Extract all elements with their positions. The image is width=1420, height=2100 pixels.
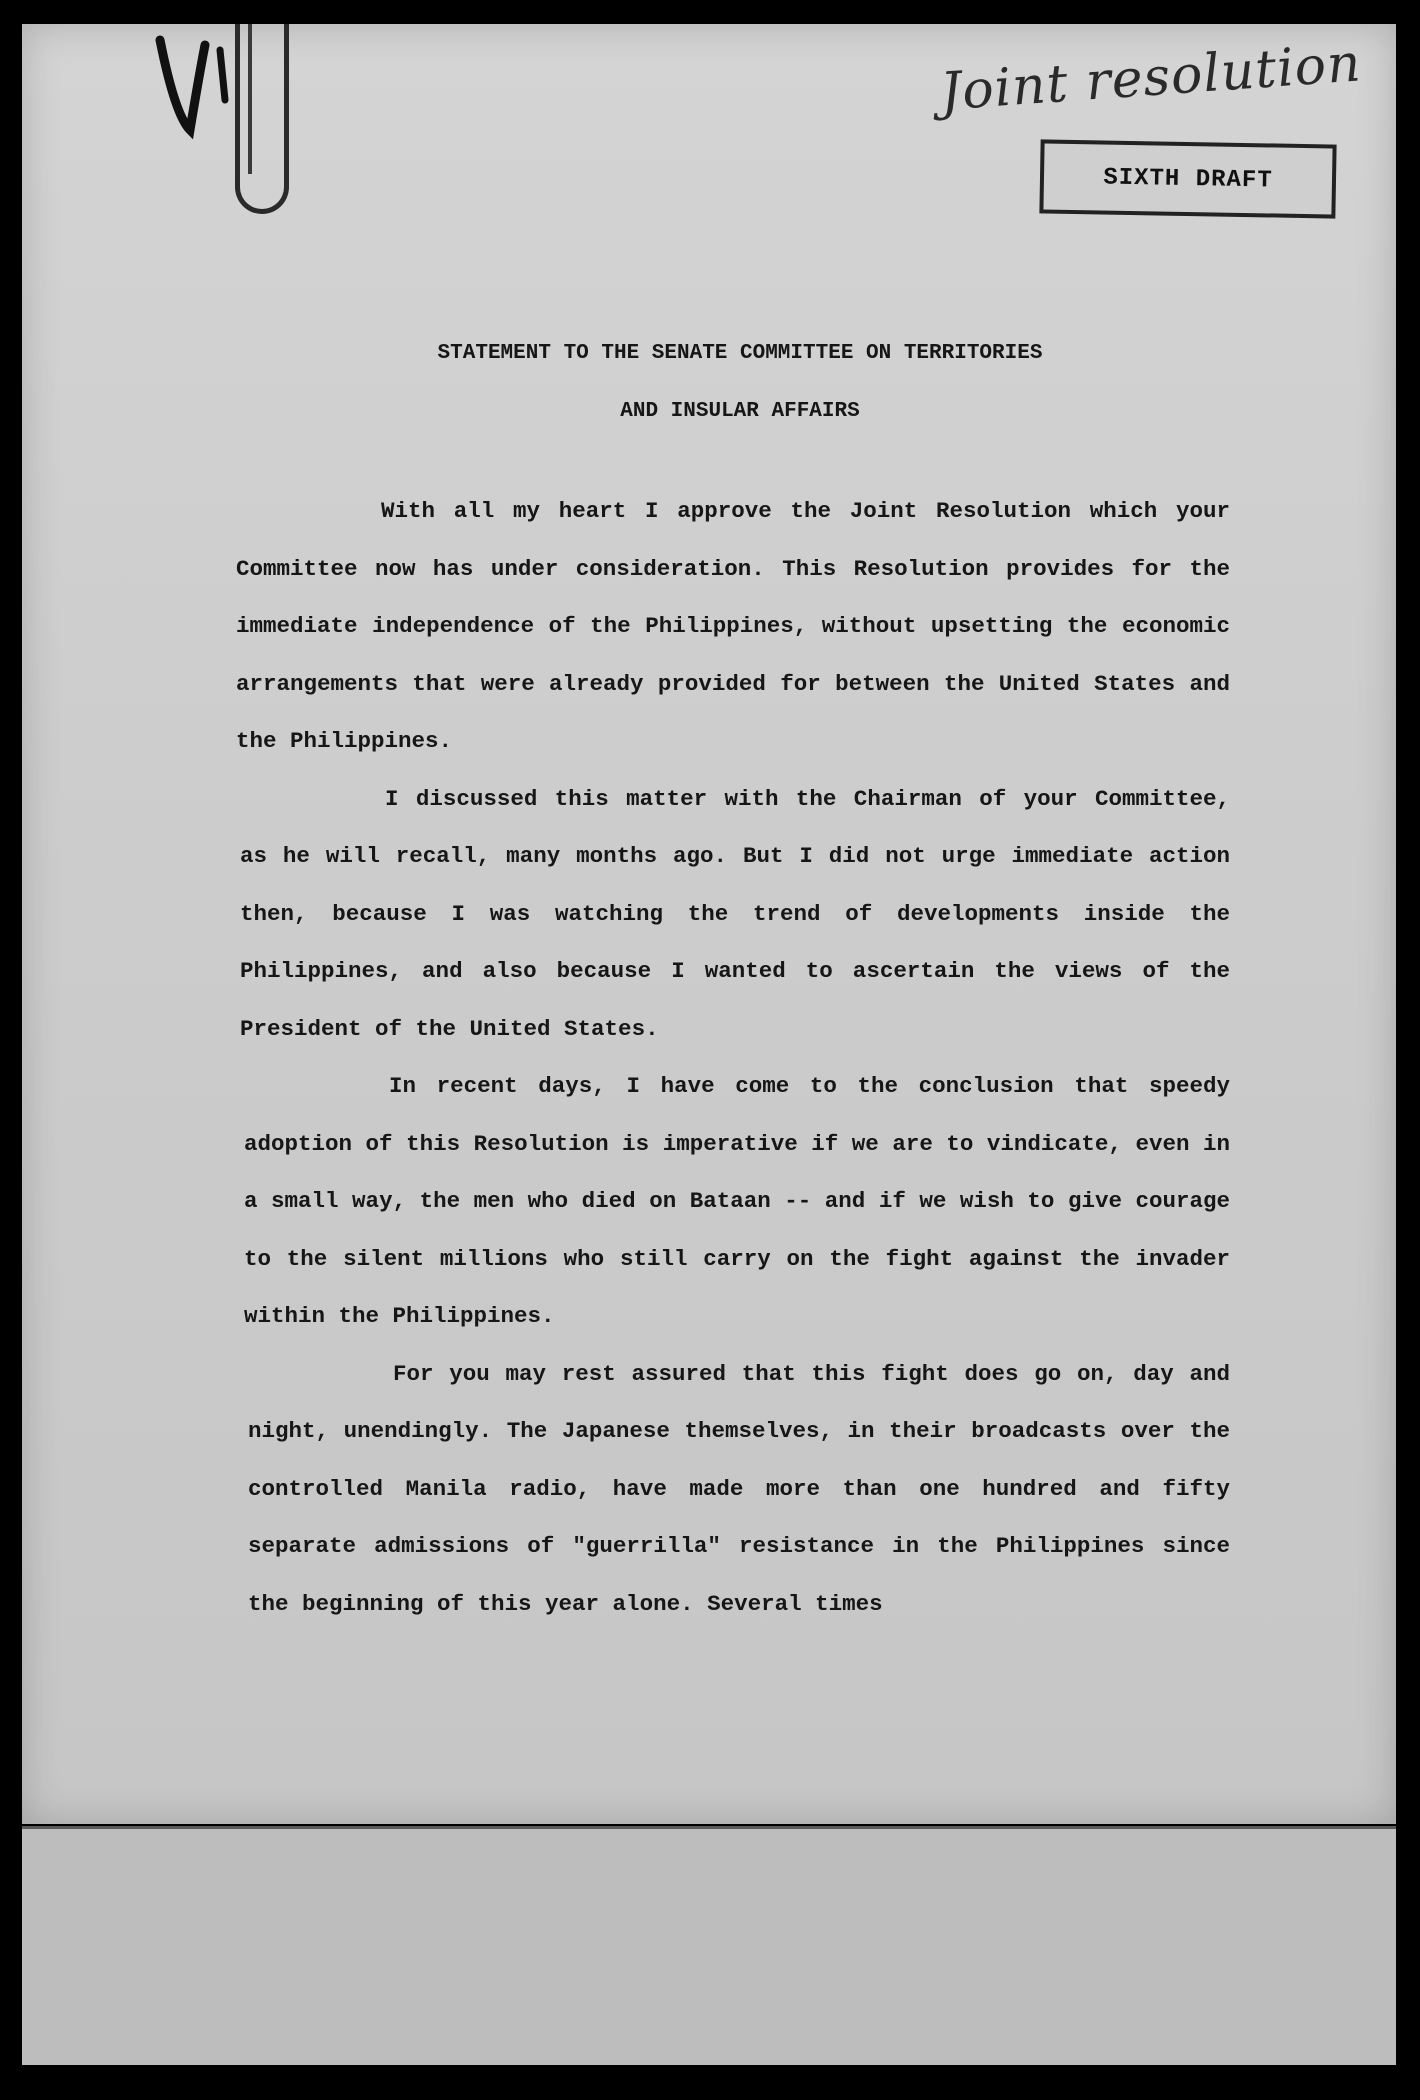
statement-text [230, 483, 1230, 1633]
ink-scribble [150, 30, 270, 140]
paragraph: I discussed this matter with the Chairman of your Committee, as he will recall, many months ago. But I did not urge immediate action then, because I was watching the trend of developments inside the Philippines, and also because I wanted to ascertain the views of the President of the United States. [240, 785, 1230, 1042]
handwritten-note: Joint resolution [938, 33, 1364, 123]
draft-stamp-label: SIXTH DRAFT [1103, 164, 1273, 194]
paragraph: With all my heart I approve the Joint Resolution which your Committee now has under consideration. This Resolution provides for the immediate independence of the Philippines, without upsetting the economic arrangements that were already provided for between the United States and the Philippines. [236, 498, 1230, 754]
document-title-line-1: STATEMENT TO THE SENATE COMMITTEE ON TERRITORIES [437, 342, 1043, 365]
document-title-line-2: AND INSULAR AFFAIRS [620, 400, 860, 423]
draft-stamp [1039, 139, 1336, 218]
paragraph: In recent days, I have come to the conclusion that speedy adoption of this Resolution is imperative if we are to vindicate, even in a small way, the men who died on Bataan -- and if we wish to give courage to the silent millions who still carry on the fight against the invader within the Philippines. [244, 1073, 1230, 1329]
document-body [230, 325, 1230, 1633]
underlying-page [22, 1826, 1396, 2065]
paragraph: For you may rest assured that this fight does go on, day and night, unendingly. The Japanese themselves, in their broadcasts over the controlled Manila radio, have made more than one hundred and fifty separate admissions of "guerrilla" resistance in the Philippines since the beginning of this year alone. Several times [248, 1360, 1230, 1617]
